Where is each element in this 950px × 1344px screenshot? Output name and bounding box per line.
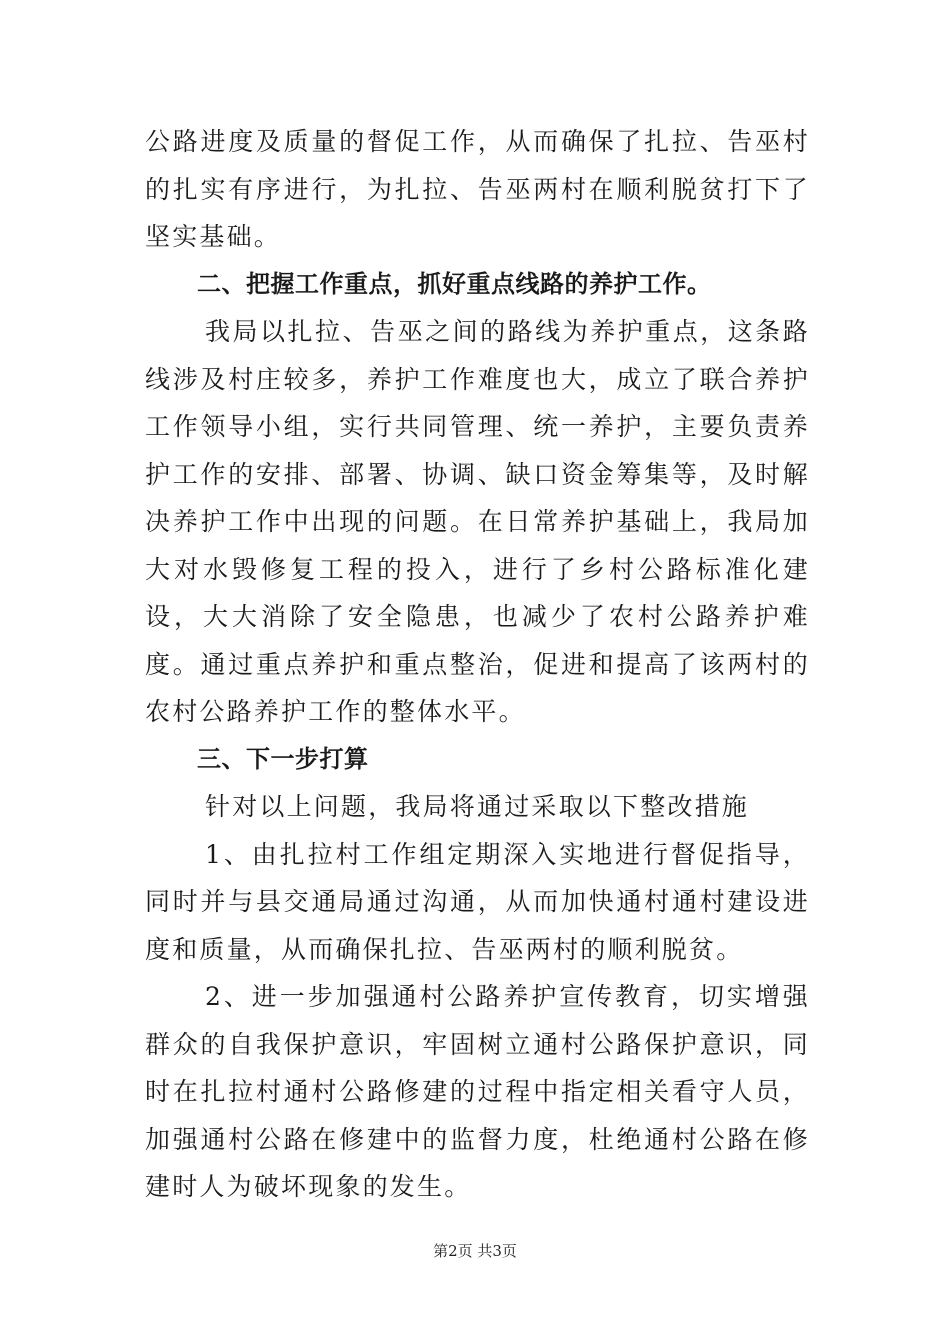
page-number-footer: 第2页 共3页 xyxy=(433,1242,517,1260)
section-heading-3: 三、下一步打算 xyxy=(197,744,369,773)
paragraph-continuation: 公路进度及质量的督促工作，从而确保了扎拉、告巫村的扎实有序进行，为扎拉、告巫两村在顺利脱贫打下了坚实基础。 xyxy=(145,127,810,251)
paragraph-measures-intro: 针对以上问题，我局将通过采取以下整改措施 xyxy=(205,792,750,821)
paragraph-measure-2: 2、进一步加强通村公路养护宣传教育，切实增强群众的自我保护意识，牢固树立通村公路保护意识，同时在扎拉村通村公路修建的过程中指定相关看守人员，加强通村公路在修建中的监督力度，杜绝通村公路在修建时人为破坏现象的发生。 xyxy=(145,982,810,1201)
section-heading-2: 二、把握工作重点，抓好重点线路的养护工作。 xyxy=(197,269,712,298)
paragraph-measure-1: 1、由扎拉村工作组定期深入实地进行督促指导，同时并与县交通局通过沟通，从而加快通村通村建设进度和质量，从而确保扎拉、告巫两村的顺利脱贫。 xyxy=(145,839,810,964)
document-body xyxy=(145,118,810,1211)
paragraph-maintenance: 我局以扎拉、告巫之间的路线为养护重点，这条路线涉及村庄较多，养护工作难度也大，成立了联合养护工作领导小组，实行共同管理、统一养护，主要负责养护工作的安排、部署、协调、缺口资金筹集等，及时解决养护工作中出现的问题。在日常养护基础上，我局加大对水毁修复工程的投入，进行了乡村公路标准化建设，大大消除了安全隐患，也减少了农村公路养护难度。通过重点养护和重点整治，促进和提高了该两村的农村公路养护工作的整体水平。 xyxy=(145,317,810,726)
